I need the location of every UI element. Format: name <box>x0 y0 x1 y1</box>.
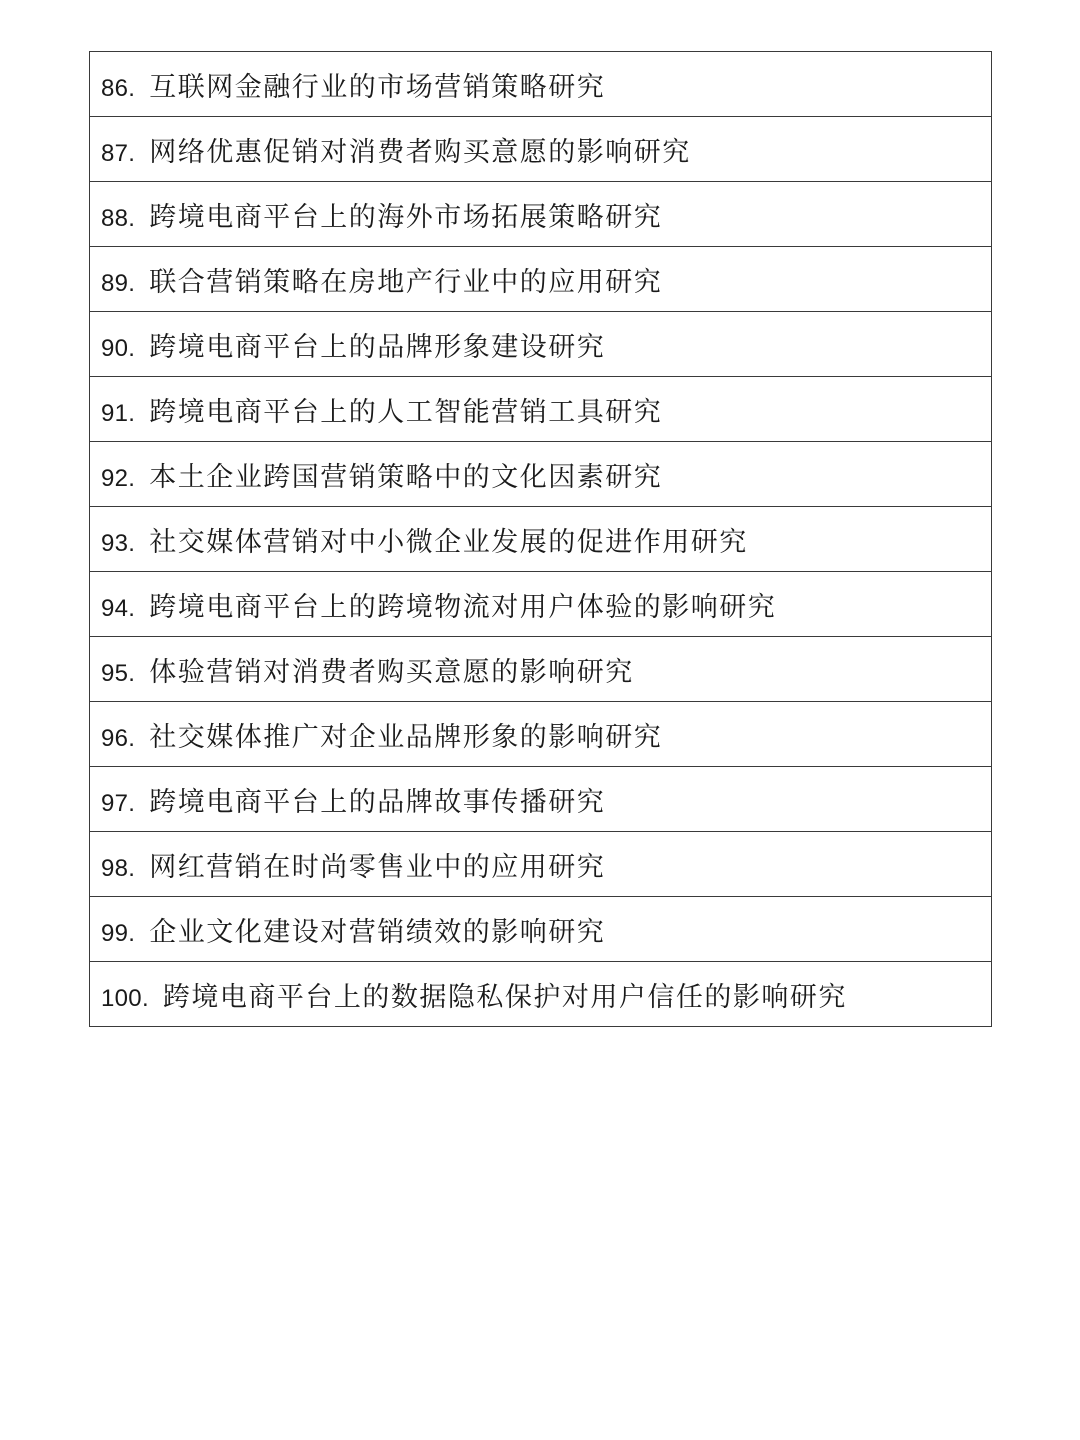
topic-title: 体验营销对消费者购买意愿的影响研究 <box>149 656 634 688</box>
topic-row <box>90 572 992 637</box>
topic-cell <box>90 182 992 247</box>
topic-number: 97. <box>101 789 136 817</box>
topic-row <box>90 117 992 182</box>
topic-cell <box>90 702 992 767</box>
topic-number: 98. <box>101 854 136 882</box>
topic-number: 87. <box>101 139 136 167</box>
topic-cell <box>90 767 992 832</box>
topic-cell <box>90 442 992 507</box>
topic-title: 互联网金融行业的市场营销策略研究 <box>149 71 606 103</box>
topic-number: 99. <box>101 919 136 947</box>
topic-cell <box>90 52 992 117</box>
topic-row <box>90 962 992 1027</box>
topic-cell <box>90 117 992 182</box>
topic-row <box>90 312 992 377</box>
topic-cell <box>90 832 992 897</box>
topic-row <box>90 182 992 247</box>
topic-row <box>90 897 992 962</box>
topic-number: 90. <box>101 334 136 362</box>
topic-cell <box>90 572 992 637</box>
topic-title: 社交媒体推广对企业品牌形象的影响研究 <box>149 721 663 753</box>
topic-number: 92. <box>101 464 136 492</box>
topic-title: 网络优惠促销对消费者购买意愿的影响研究 <box>149 136 691 168</box>
topic-title: 跨境电商平台上的品牌故事传播研究 <box>149 786 606 818</box>
topic-row <box>90 767 992 832</box>
topic-row <box>90 442 992 507</box>
topic-cell <box>90 312 992 377</box>
topic-list-table <box>89 51 992 1027</box>
topic-row <box>90 702 992 767</box>
topic-number: 94. <box>101 594 136 622</box>
topic-number: 86. <box>101 74 136 102</box>
topic-cell <box>90 962 992 1027</box>
topic-row <box>90 377 992 442</box>
topic-title: 跨境电商平台上的人工智能营销工具研究 <box>149 396 663 428</box>
topic-title: 跨境电商平台上的跨境物流对用户体验的影响研究 <box>149 591 777 623</box>
topic-title: 本土企业跨国营销策略中的文化因素研究 <box>149 461 663 493</box>
topic-cell <box>90 897 992 962</box>
topic-row <box>90 637 992 702</box>
topic-title: 网红营销在时尚零售业中的应用研究 <box>149 851 606 883</box>
topic-number: 100. <box>101 984 149 1012</box>
topic-row <box>90 52 992 117</box>
topic-row <box>90 832 992 897</box>
topic-title: 跨境电商平台上的品牌形象建设研究 <box>149 331 606 363</box>
topic-number: 91. <box>101 399 136 427</box>
topic-cell <box>90 377 992 442</box>
topic-title: 社交媒体营销对中小微企业发展的促进作用研究 <box>149 526 748 558</box>
topic-cell <box>90 247 992 312</box>
topic-title: 联合营销策略在房地产行业中的应用研究 <box>149 266 663 298</box>
topic-number: 88. <box>101 204 136 232</box>
topic-number: 95. <box>101 659 136 687</box>
topic-title: 跨境电商平台上的海外市场拓展策略研究 <box>149 201 663 233</box>
topic-number: 96. <box>101 724 136 752</box>
topic-row <box>90 247 992 312</box>
topic-row <box>90 507 992 572</box>
topic-number: 89. <box>101 269 136 297</box>
topic-title: 企业文化建设对营销绩效的影响研究 <box>149 916 606 948</box>
topic-title: 跨境电商平台上的数据隐私保护对用户信任的影响研究 <box>162 981 847 1013</box>
topic-number: 93. <box>101 529 136 557</box>
topic-cell <box>90 637 992 702</box>
topic-cell <box>90 507 992 572</box>
